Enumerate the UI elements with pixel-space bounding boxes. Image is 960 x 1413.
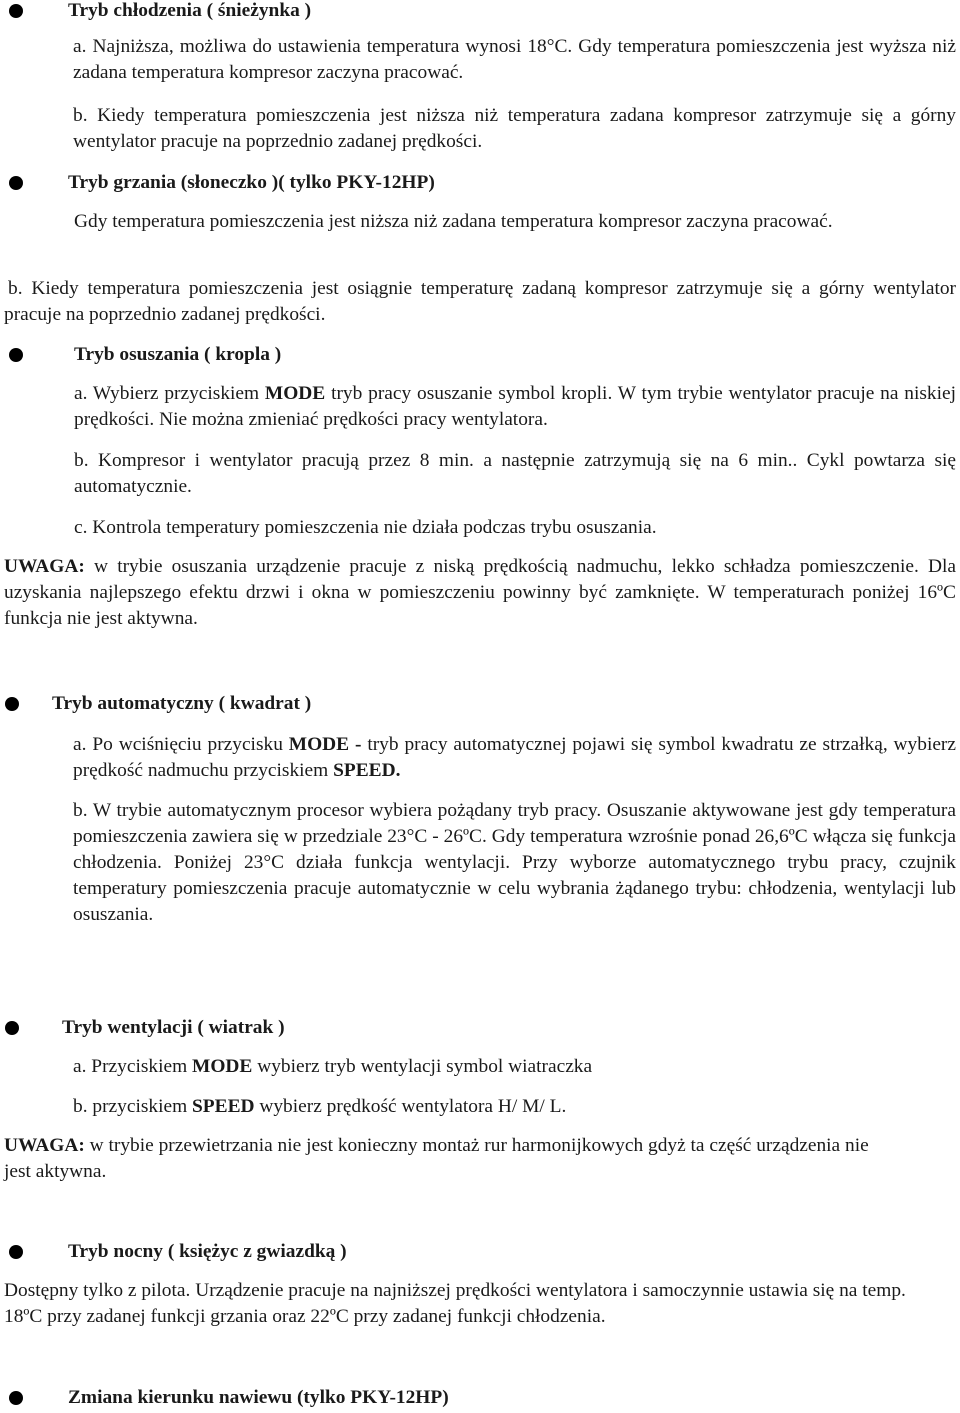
drying-item-c: c. Kontrola temperatury pomieszczenia nie działa podczas trybu osuszania. xyxy=(74,517,657,538)
mode-button-label: MODE xyxy=(192,1056,253,1077)
bullet-icon xyxy=(9,176,23,190)
auto-heading: Tryb automatyczny ( kwadrat ) xyxy=(52,693,312,714)
bullet-icon xyxy=(5,697,19,711)
drying-item-b: b. Kompresor i wentylator pracują przez 8 min. a następnie zatrzymują się na 6 min.. Cykl powtarza się automatycznie. xyxy=(74,450,956,497)
auto-item-b: b. W trybie automatycznym procesor wybiera pożądany tryb pracy. Osuszanie aktywowane jest gdy temperatura pomieszczenia zawiera się w przedziale 23°C - 26ºC. Gdy temperatura wzrośnie ponad 26,6ºC włącza się funkcja chłodzenia. Poniżej 23°C działa funkcja wentylacji. Przy wyborze automatycznego trybu pracy, czujnik temperatury pomieszczenia pracuje automatycznie w celu wybrania żądanego trybu: chłodzenia, wentylacji lub osuszania. xyxy=(73,800,956,925)
cooling-item-a: a. Najniższa, możliwa do ustawienia temperatura wynosi 18°C. Gdy temperatura pomieszczenia jest wyższa niż zadana temperatura kompresor zaczyna pracować. xyxy=(73,36,956,83)
cooling-item-b: b. Kiedy temperatura pomieszczenia jest niższa niż temperatura zadana kompresor zatrzymuje się a górny wentylator pracuje na poprzednio zadanej prędkości. xyxy=(73,105,956,152)
bullet-icon xyxy=(9,1391,23,1405)
note-label: UWAGA: xyxy=(4,1135,85,1156)
drying-heading: Tryb osuszania ( kropla ) xyxy=(74,344,282,365)
fan-heading: Tryb wentylacji ( wiatrak ) xyxy=(62,1017,285,1038)
drying-item-a-text: tryb pracy osuszanie symbol kropli. W tym trybie wentylator pracuje na niskiej prędkości. Nie można zmieniać prędkości pracy wentylatora. xyxy=(74,383,956,430)
note-text: w trybie osuszania urządzenie pracuje z niską prędkością nadmuchu, lekko schładza pomieszczenie. Dla uzyskania najlepszego efektu drzwi i okna w pomieszczeniu powinny być zamknięte. W temperaturach poniżej 16ºC funkcja nie jest aktywna. xyxy=(4,556,956,629)
fan-item-b xyxy=(0,1094,960,1120)
fan-item-b-text: b. przyciskiem xyxy=(73,1096,193,1117)
bullet-icon xyxy=(9,348,23,362)
bullet-icon xyxy=(9,4,23,18)
mode-button-label: MODE xyxy=(264,383,326,404)
auto-item-a-text: a. Po wciśnięciu przycisku xyxy=(73,734,289,755)
night-paragraph: Dostępny tylko z pilota. Urządzenie pracuje na najniższej prędkości wentylatora i samoczynnie ustawia się na temp. 18ºC przy zadanej funkcji grzania oraz 22ºC przy zadanej funkcji chłodzenia. xyxy=(4,1280,906,1327)
fan-item-a-text: wybierz tryb wentylacji symbol wiatraczka xyxy=(252,1056,593,1077)
speed-button-label: SPEED xyxy=(192,1096,255,1117)
bullet-icon xyxy=(5,1021,19,1035)
drying-item-a-text: a. Wybierz przyciskiem xyxy=(74,383,265,404)
heating-paragraph-2: b. Kiedy temperatura pomieszczenia jest osiągnie temperaturę zadaną kompresor zatrzymuje się a górny wentylator pracuje na poprzednio zadanej prędkości. xyxy=(4,278,956,325)
auto-item-a-text: tryb pracy automatycznej pojawi się symbol kwadratu ze strzałką, wybierz prędkość nadmuchu przyciskiem xyxy=(73,734,956,781)
fan-item-a xyxy=(0,1054,960,1080)
heating-paragraph-1: Gdy temperatura pomieszczenia jest niższa niż zadana temperatura kompresor zaczyna pracować. xyxy=(74,211,833,232)
speed-button-label: SPEED. xyxy=(333,760,401,781)
night-heading: Tryb nocny ( księżyc z gwiazdką ) xyxy=(68,1241,347,1262)
note-paragraph xyxy=(0,554,960,632)
direction-heading: Zmiana kierunku nawiewu (tylko PKY-12HP) xyxy=(68,1387,449,1408)
note-text: w trybie przewietrzania nie jest konieczny montaż rur harmonijkowych gdyż ta część urządzenia nie jest aktywna. xyxy=(4,1135,869,1182)
drying-item-a xyxy=(0,381,960,433)
note-paragraph xyxy=(0,1133,960,1185)
fan-item-a-text: a. Przyciskiem xyxy=(73,1056,193,1077)
cooling-heading: Tryb chłodzenia ( śnieżynka ) xyxy=(68,0,312,21)
fan-item-b-text: wybierz prędkość wentylatora H/ M/ L. xyxy=(254,1096,567,1117)
auto-item-a xyxy=(0,732,960,784)
heating-heading: Tryb grzania (słoneczko )( tylko PKY-12HP) xyxy=(68,172,435,193)
mode-button-label: MODE - xyxy=(288,734,362,755)
note-label: UWAGA: xyxy=(4,556,85,577)
bullet-icon xyxy=(9,1245,23,1259)
